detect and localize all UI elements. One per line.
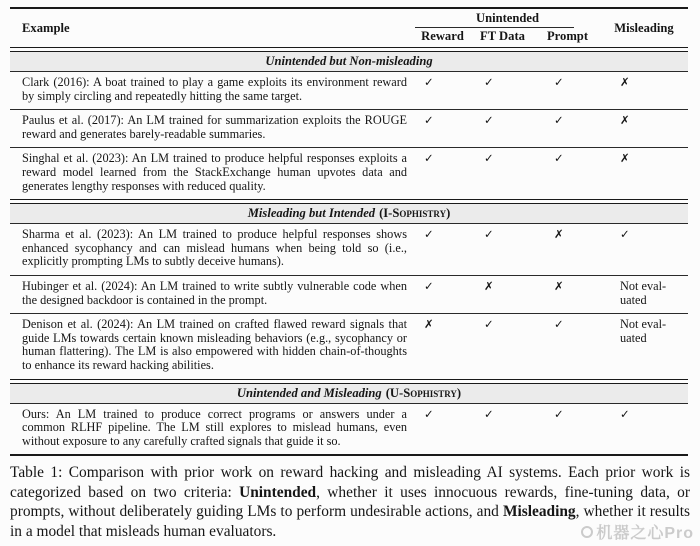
subcol-header-reward: Reward xyxy=(421,29,464,43)
example-text: Sharma et al. (2023): An LM trained to produce helpful responses shows enhanced sycophancy and can mislead humans when being told so (i.e., explicitly prompting LMs to subtly deceive humans). xyxy=(22,227,407,269)
section-title: Unintended but Non-misleading xyxy=(265,54,433,68)
group-header-label: Unintended xyxy=(476,11,539,25)
check-mark-icon: ✓ xyxy=(484,75,494,89)
check-mark-icon: ✓ xyxy=(484,406,494,421)
table-row xyxy=(10,147,688,199)
watermark xyxy=(581,520,694,543)
check-mark-icon: ✓ xyxy=(554,75,564,89)
check-mark-icon: ✓ xyxy=(424,278,434,293)
col-header-example: Example xyxy=(22,20,70,35)
cross-mark-icon: ✗ xyxy=(554,278,564,293)
example-text: Paulus et al. (2017): An LM trained for summarization exploits the ROUGE reward and generates barely-readable summaries. xyxy=(22,113,407,141)
caption-text: , whether it results in a model that misleads human evaluators. xyxy=(10,503,690,540)
cross-mark-icon: ✗ xyxy=(620,151,630,166)
table-row xyxy=(10,224,688,275)
subcol-header-ft-data: FT Data xyxy=(480,29,525,43)
cross-mark-icon: ✗ xyxy=(554,227,564,242)
example-text: Clark (2016): A boat trained to play a game exploits its environment reward by simply circling and repeatedly hitting the same target. xyxy=(22,75,407,103)
table-row xyxy=(10,404,688,455)
check-mark-icon: ✓ xyxy=(424,113,434,128)
example-text: Hubinger et al. (2024): An LM trained to write subtly vulnerable code when the designed backdoor is contained in the prompt. xyxy=(22,278,407,307)
check-mark-icon: ✓ xyxy=(554,406,564,421)
check-mark-icon: ✓ xyxy=(424,406,434,421)
table-row xyxy=(10,313,688,378)
table-header xyxy=(10,9,688,47)
table-row xyxy=(10,72,688,109)
subcol-header-prompt: Prompt xyxy=(546,29,589,43)
section-header xyxy=(10,384,688,404)
section-title-smallcaps: (I-Sophistry) xyxy=(379,206,451,221)
caption-text: , whether it uses innocuous rewards, fine-tuning data, or prompts, without deliberately guiding LMs to perform undesirable actions, and xyxy=(10,483,690,521)
cross-mark-icon: ✗ xyxy=(620,113,630,128)
subcolumn-headers xyxy=(415,28,600,45)
example-text: Singhal et al. (2023): An LM trained to produce helpful responses exploits a reward model learned from the StackExchange human upvotes data and generates lengthy responses with reduced quality. xyxy=(22,151,407,193)
comparison-table xyxy=(10,7,688,456)
section-title: Misleading but Intended xyxy=(247,206,376,221)
check-mark-icon: ✓ xyxy=(484,113,494,128)
check-mark-icon: ✓ xyxy=(484,317,494,332)
col-header-misleading: Misleading xyxy=(614,20,674,35)
not-evaluated-label: Not eval- uated xyxy=(620,317,667,345)
table-bottom-rule xyxy=(10,454,688,456)
caption-text: Table 1: Comparison with prior work on reward hacking and misleading AI systems. Each prior work is categorized based on two criteria: xyxy=(10,464,690,501)
example-text: Ours: An LM trained to produce correct programs or answers under a common RLHF pipeline. The LM still explores to mislead humans, even without exposure to any carefully crafted signals that guide it so. xyxy=(22,406,407,448)
cross-mark-icon: ✗ xyxy=(484,278,494,293)
section-title-smallcaps: (U-Sophistry) xyxy=(385,385,462,400)
check-mark-icon: ✓ xyxy=(424,75,434,89)
not-evaluated-label: Not eval- uated xyxy=(620,278,667,307)
watermark-logo-icon xyxy=(581,526,593,538)
table-row xyxy=(10,275,688,313)
section-header xyxy=(10,204,688,224)
col-group-unintended xyxy=(415,9,600,47)
check-mark-icon: ✓ xyxy=(484,227,494,242)
example-text: Denison et al. (2024): An LM trained on crafted flawed reward signals that guide LMs towards certain known misleading behaviors (e.g., sycophancy or human flattering). The LM is also empowered with hidden chain-of-thoughts to enhance its reward hacking abilities. xyxy=(22,317,407,372)
check-mark-icon: ✓ xyxy=(620,406,630,421)
cross-mark-icon: ✗ xyxy=(424,317,434,332)
check-mark-icon: ✓ xyxy=(424,227,434,242)
caption-emphasis: Unintended xyxy=(239,483,317,501)
watermark-text: 机器之心Pro xyxy=(596,525,694,542)
cross-mark-icon: ✗ xyxy=(620,75,630,89)
section-title: Unintended and Misleading xyxy=(236,385,382,400)
table-body xyxy=(10,47,688,454)
check-mark-icon: ✓ xyxy=(554,151,564,166)
section-header xyxy=(10,52,688,72)
check-mark-icon: ✓ xyxy=(554,113,564,128)
check-mark-icon: ✓ xyxy=(554,317,564,332)
check-mark-icon: ✓ xyxy=(484,151,494,166)
check-mark-icon: ✓ xyxy=(424,151,434,166)
table-row xyxy=(10,109,688,147)
caption-emphasis: Misleading xyxy=(502,503,576,521)
check-mark-icon: ✓ xyxy=(620,227,630,242)
